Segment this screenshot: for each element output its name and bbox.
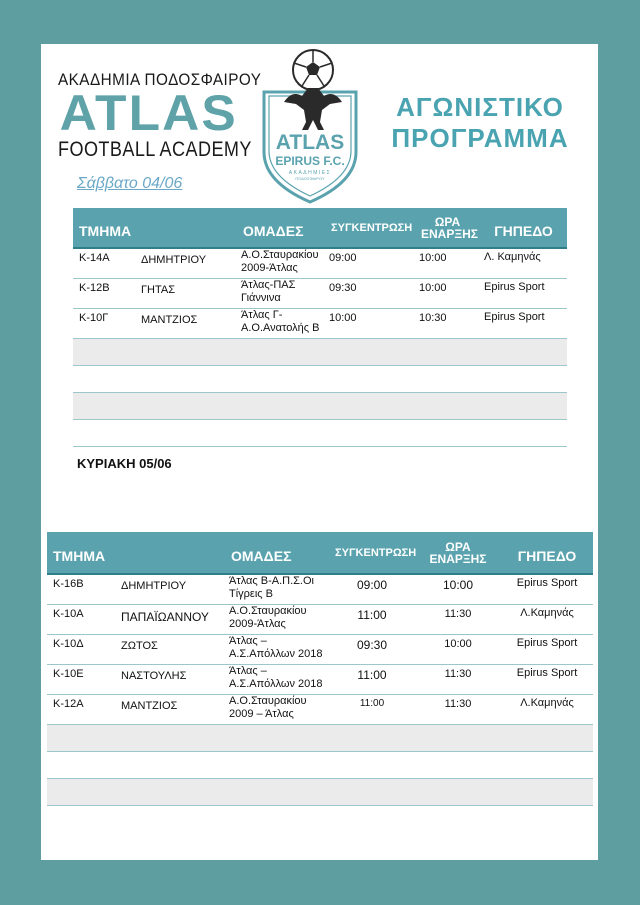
table-row: Κ-10Α ΠΑΠΑΪΩΑΝΝΟΥ Α.Ο.Σταυρακίου 2009-Άτλας 11:00 11:30 Λ.Καμηνάς [47, 604, 593, 634]
brand-bottom-line: FOOTBALL ACADEMY [58, 138, 252, 161]
table-row: Κ-12Β ΓΗΤΑΣ Άτλας-ΠΑΣ Γιάννινα 09:30 10:00 Epirus Sport [73, 278, 567, 308]
header-dept: ΤΜΗΜΑ [47, 532, 117, 574]
table-header-row [73, 208, 567, 248]
header-teams: ΟΜΑΔΕΣ [237, 208, 325, 248]
table-row: Κ-10Δ ΖΩΤΟΣ Άτλας – Α.Σ.Απόλλων 2018 09:30 10:00 Epirus Sport [47, 634, 593, 664]
page-title [380, 92, 580, 154]
crest-sub1: ΑΚΑΔΗΜΙΕΣ [288, 170, 332, 176]
title-line-1: ΑΓΩΝΙΣΤΙΚΟ [396, 92, 564, 122]
sunday-schedule-table [47, 532, 593, 806]
title-line-2: ΠΡΟΓΡΑΜΜΑ [391, 123, 569, 153]
header-gather: ΣΥΓΚΕΝΤΡΩΣΗ [325, 208, 415, 248]
table-row: Κ-12Α ΜΑΝΤΖΙΟΣ Α.Ο.Σταυρακίου 2009 – Άτλας 11:00 11:30 Λ.Καμηνάς [47, 694, 593, 724]
header-gather: ΣΥΓΚΕΝΤΡΩΣΗ [329, 532, 415, 574]
empty-row [47, 751, 593, 778]
crest-club: EPIRUS F.C. [275, 154, 345, 168]
header-venue: ΓΗΠΕΔΟ [480, 208, 567, 248]
table-row: Κ-16Β ΔΗΜΗΤΡΙΟΥ Άτλας Β-Α.Π.Σ.Οι Τίγρεις Β 09:00 10:00 Epirus Sport [47, 574, 593, 604]
empty-row [47, 724, 593, 751]
empty-row [47, 778, 593, 805]
empty-row [73, 365, 567, 392]
club-crest-logo [262, 46, 358, 204]
header-start: ΩΡΑ ΕΝΑΡΞΗΣ [415, 208, 480, 248]
brand-top-line: ΑΚΑΔΗΜΙΑ ΠΟΔΟΣΦΑΙΡΟΥ [58, 70, 262, 89]
brand-name: ATLAS [59, 85, 238, 141]
header-dept: ΤΜΗΜΑ [73, 208, 137, 248]
table-header-row [47, 532, 593, 574]
header-venue: ΓΗΠΕΔΟ [501, 532, 593, 574]
saturday-schedule-table [73, 208, 567, 447]
empty-row [73, 419, 567, 446]
table-row: Κ-10Γ ΜΑΝΤΖΙΟΣ Άτλας Γ- Α.Ο.Ανατολής Β 10:00 10:30 Epirus Sport [73, 308, 567, 338]
saturday-date: Σάββατο 04/06 [77, 175, 183, 192]
table-row: Κ-10Ε ΝΑΣΤΟΥΛΗΣ Άτλας – Α.Σ.Απόλλων 2018 11:00 11:30 Epirus Sport [47, 664, 593, 694]
crest-sub2: ΠΟΔΟΣΦΑΙΡΟΥ [295, 176, 325, 181]
empty-row [73, 392, 567, 419]
sunday-date: ΚΥΡΙΑΚΗ 05/06 [77, 456, 172, 471]
header-start: ΩΡΑ ΕΝΑΡΞΗΣ [415, 532, 501, 574]
header-teams: ΟΜΑΔΕΣ [225, 532, 329, 574]
crest-name: ATLAS [275, 131, 345, 154]
empty-row [73, 338, 567, 365]
table-row: Κ-14Α ΔΗΜΗΤΡΙΟΥ Α.Ο.Σταυρακίου 2009-Άτλας 09:00 10:00 Λ. Καμηνάς [73, 248, 567, 278]
